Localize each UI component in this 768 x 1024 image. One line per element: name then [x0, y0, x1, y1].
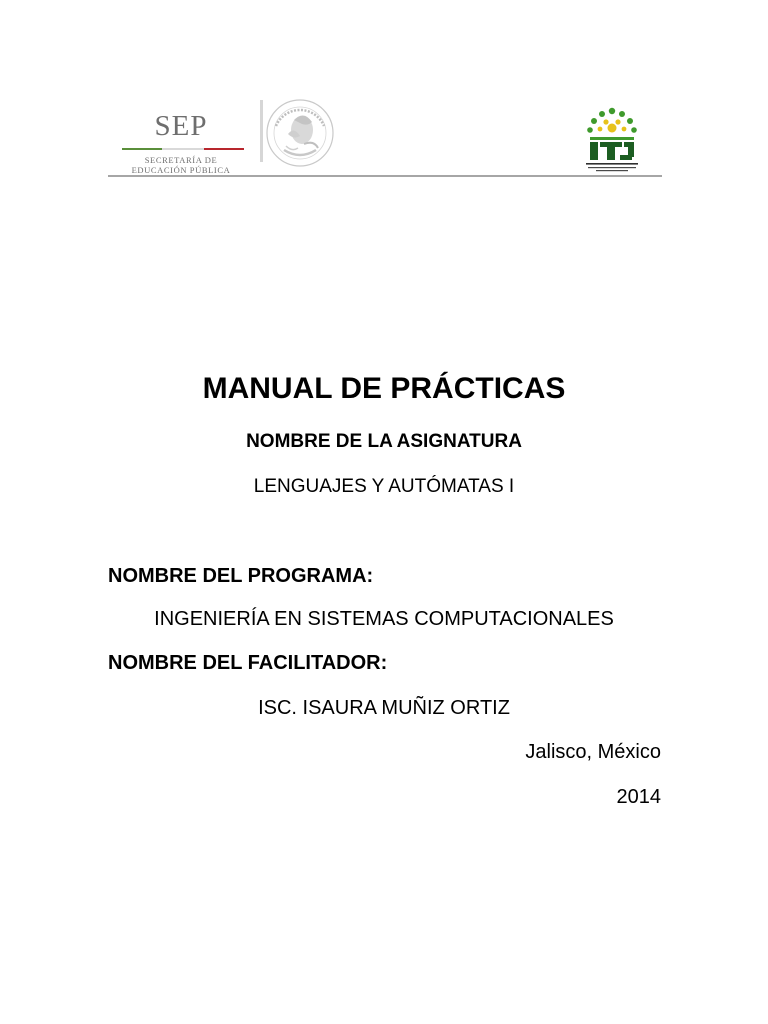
location-text: Jalisco, México [525, 741, 661, 763]
document-header [108, 96, 662, 178]
sep-logo-line-2: EDUCACIÓN PÚBLICA [131, 165, 231, 175]
mexican-national-seal-icon [264, 96, 336, 170]
program-value: INGENIERÍA EN SISTEMAS COMPUTACIONALES [154, 608, 614, 630]
document-title: MANUAL DE PRÁCTICAS [202, 372, 566, 405]
instituto-tecnologico-logo-icon [576, 106, 648, 174]
subject-value: LENGUAJES Y AUTÓMATAS I [253, 476, 515, 497]
facilitator-value: ISC. ISAURA MUÑIZ ORTIZ [258, 697, 510, 719]
sep-logo-line-1: SECRETARÍA DE [144, 155, 218, 165]
facilitator-heading: NOMBRE DEL FACILITADOR: [108, 652, 388, 674]
sep-logo-stripe [122, 148, 244, 150]
program-heading: NOMBRE DEL PROGRAMA: [108, 565, 374, 587]
sep-logo [116, 108, 246, 174]
sep-logo-acronym: SEP [154, 110, 208, 142]
header-rule [108, 175, 662, 177]
header-vertical-divider [260, 100, 263, 162]
subject-heading: NOMBRE DE LA ASIGNATURA [246, 431, 522, 452]
year-text: 2014 [616, 786, 661, 808]
